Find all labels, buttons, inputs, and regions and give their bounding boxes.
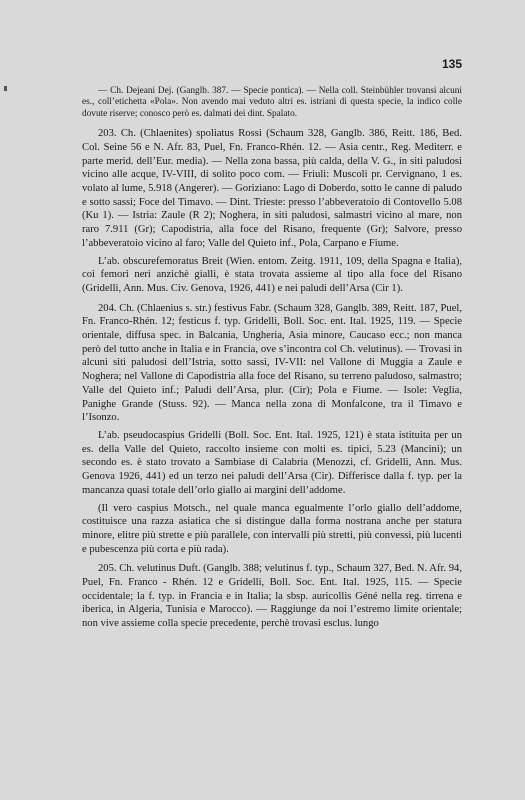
- paragraph-204-festivus: 204. Ch. (Chlaenius s. str.) festivus Fabr. (Schaum 328, Ganglb. 389, Reitt. 187, Puel, Fn. Franco-Rhén. 12; festicus f. typ. Gridelli, Boll. Soc. ent. Ital. 1925, 119. — Specie orientale, diffusa spec. in Balcania, Ungheria, Asia minore, Caucaso ecc.; non manca però del tutto anche in Italia e in Francia, ove s’incontra col Ch. velutinus). — Trovasi in alcuni siti paludosi dell’Istria, sotto sassi, IV-VII: nel Vallone di Muggia a Zaule e Noghera; nel Vallone di Capodistria alla foce del Risano, su terreno paludoso, salmastro; Valle del Quieto inf.; Paludi dell’Arsa, plur. (Cir); Pola e Fiume. — Isole: Veglia, Panighe Grande (Stuss. 92). — Manca nella zona di Monfalcone, tra il Timavo e l’Isonzo.: [82, 302, 462, 424]
- paragraph-caspius-note: (Il vero caspius Motsch., nel quale manca egualmente l’orlo giallo dell’addome, costituisce una razza asiatica che si distingue dalla forma nostrana anche per statura minore, elitre più strette e più parallele, con intervalli più stretti, più convessi, più lucenti e pubescenza più corta e più rada).: [82, 502, 462, 555]
- paragraph-205-velutinus: 205. Ch. velutinus Duft. (Ganglb. 388; velutinus f. typ., Schaum 327, Bed. N. Afr. 94, Puel, Fn. Franco - Rhén. 12 e Gridelli, Boll. Soc. Ent. Ital. 1925, 115. — Specie occidentale; la f. typ. in Francia e in Italia; la sbsp. auricollis Géné nella reg. tirrena e iberica, in Algeria, Tunisia e Marocco). — Raggiunge da noi l’estremo limite orientale; non vive assieme colla specie precedente, perchè trovasi esclus. lungo: [82, 563, 462, 630]
- margin-mark: [4, 86, 7, 91]
- paragraph-pseudocaspius: L’ab. pseudocaspius Gridelli (Boll. Soc. Ent. Ital. 1925, 121) è stata istituita per un es. della Valle del Quieto, raccolto insieme con molti es. tipici, 5.23 (Mancini); un secondo es. è stato trovato a Sambiase di Calabria (Menozzi, cf. Gridelli, Ann. Mus. Genova 1926, 441) ed un terzo nei paludi dell’Arsa (Cir). Differisce dalla f. typ. per la mancanza quasi totale dell’orlo giallo ai margini dell’addome.: [82, 429, 462, 496]
- page-number: 135: [441, 57, 462, 71]
- page-content: [82, 86, 462, 635]
- paragraph-dejeani: — Ch. Dejeani Dej. (Ganglb. 387. — Specie pontica). — Nella coll. Steinbühler trovansi alcuni es., coll’etichetta «Pola». Non avendo mai veduto altri es. istriani di questa specie, la indico colle dovute riserve; conosco però es. dalmati dei dint. Spalato.: [82, 86, 462, 119]
- paragraph-obscurefemoratus: L’ab. obscurefemoratus Breit (Wien. entom. Zeitg. 1911, 109, della Spagna e Italia), coi femori neri anzichè gialli, è stata trovata assieme al tipo alla foce del Risano (Gridelli, Ann. Mus. Civ. Genova, 1926, 441) e nei paludi dell’Arsa (Cir 1).: [82, 255, 462, 294]
- paragraph-203-spoliatus: 203. Ch. (Chlaenites) spoliatus Rossi (Schaum 328, Ganglb. 386, Reitt. 186, Bed. Col. Seine 56 e N. Afr. 83, Puel, Fn. Franco-Rhén. 12. — Asia centr., Reg. Mediterr. e parte merid. dell’Eur. media). — Nella zona bassa, più calda, della V. G., in siti paludosi vicino alle acque, IV-VIII, di solito poco com. — Friuli: Muscoli pr. Cervignano, 1 es. volato al lume, 5.918 (Angerer). — Goriziano: Lago di Doberdo, sotto le canne di paludo e sotto sassi; Foce del Timavo. — Dint. Trieste: presso l’abbeveratoio di Contovello 5.08 (Ku 1). — Istria: Zaule (R 2); Noghera, in siti paludosi, salmastri vicino al mare, non raro 7.911 (Gr); Capodistria, alla foce del Risano, frequente (Gr); Salvore, presso l’abbeveratoio vicino al faro; Valle del Quieto inf., Pola, Carpano e Fiume.: [82, 128, 462, 249]
